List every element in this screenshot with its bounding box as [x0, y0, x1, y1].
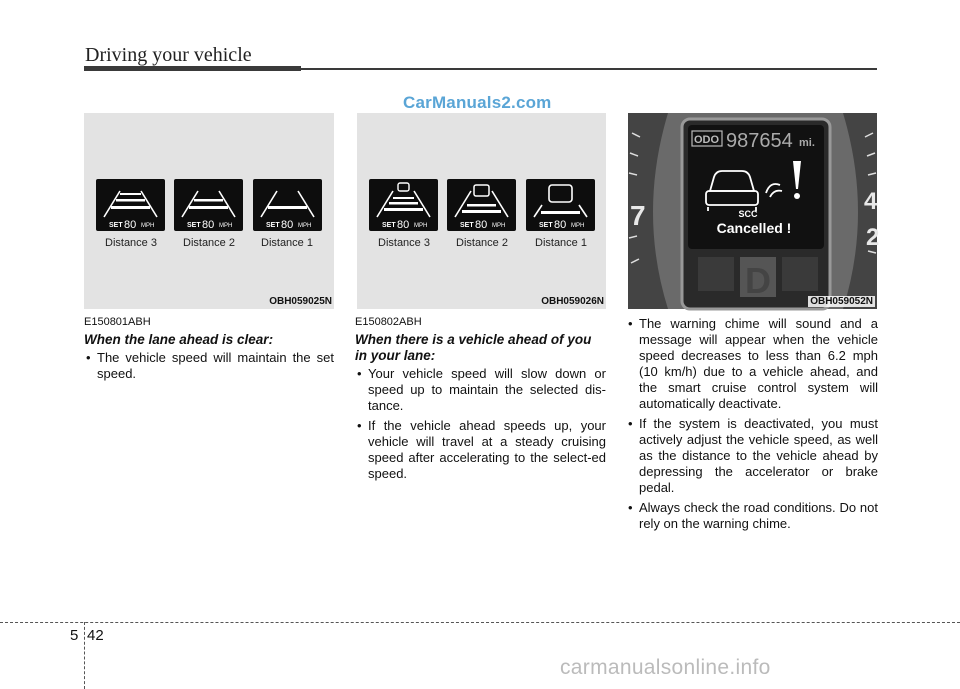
list-item: • If the system is deactivated, you must actively adjust the vehicle speed, as well as the distance to the vehicle ahead by depressing the accelerator or brake pedal.	[626, 416, 878, 496]
label-distance-3: Distance 3	[378, 237, 430, 249]
list-item: • Always check the road conditions. Do not rely on the warning chime.	[626, 500, 878, 532]
bullet-list	[626, 316, 878, 536]
figure-lane-clear	[84, 113, 334, 309]
section-heading: When there is a vehicle ahead of you in your lane:	[355, 332, 592, 363]
svg-text:MPH: MPH	[492, 223, 506, 229]
display-speed-text: 80	[124, 219, 137, 231]
car-ahead-icon	[398, 183, 409, 191]
car-ahead-icon	[474, 185, 489, 196]
figure-code: OBH059026N	[541, 296, 604, 307]
svg-text:MPH: MPH	[414, 223, 428, 229]
display-distance-3	[96, 179, 165, 231]
svg-text:SET: SET	[382, 222, 396, 229]
label-distance-2: Distance 2	[456, 237, 508, 249]
svg-text:80: 80	[475, 219, 488, 231]
odometer-value: 987654	[726, 130, 793, 152]
svg-text:MPH: MPH	[571, 223, 585, 229]
footer-watermark: carmanualsonline.info	[560, 656, 771, 679]
section-code: E150802ABH	[355, 316, 422, 328]
page-number: 42	[87, 627, 104, 644]
display-distance-1	[253, 179, 322, 231]
svg-text:80: 80	[281, 219, 294, 231]
odometer-unit: mi.	[799, 137, 815, 149]
section-code: E150801ABH	[84, 316, 151, 328]
svg-text:MPH: MPH	[298, 223, 312, 229]
dial-number-left: 7	[630, 200, 646, 231]
car-ahead-icon	[549, 185, 572, 202]
label-distance-2: Distance 2	[183, 237, 235, 249]
svg-text:SET: SET	[460, 222, 474, 229]
list-item: • Your vehicle speed will slow down or speed up to maintain the selected dis-tance.	[355, 366, 606, 414]
figure-code: OBH059052N	[810, 296, 873, 307]
svg-text:MPH: MPH	[219, 223, 233, 229]
list-item: • If the vehicle ahead speeds up, your vehicle will travel at a steady cruising speed after accelerating to the select-ed speed.	[355, 418, 606, 482]
display-unit-text: MPH	[141, 223, 155, 229]
header-rule-thick	[84, 66, 301, 71]
figure-code: OBH059025N	[269, 296, 332, 307]
svg-text:80: 80	[202, 219, 215, 231]
gear-indicator: D	[745, 260, 771, 301]
cluster-illustration	[628, 113, 880, 309]
figure-vehicle-ahead	[357, 113, 606, 309]
section-number: 5	[70, 627, 79, 644]
figure-cluster-cancelled	[628, 113, 880, 309]
dial-number-right-top: 4	[864, 188, 878, 215]
bullet-list	[355, 366, 606, 486]
label-distance-3: Distance 3	[105, 237, 157, 249]
header-rule-thin	[301, 68, 877, 70]
svg-text:80: 80	[554, 219, 567, 231]
svg-text:SET: SET	[266, 222, 280, 229]
odo-label: ODO	[694, 134, 720, 146]
label-distance-1: Distance 1	[261, 237, 313, 249]
svg-text:SET: SET	[187, 222, 201, 229]
display-set-text: SET	[109, 222, 123, 229]
display-distance-1	[526, 179, 595, 231]
label-distance-1: Distance 1	[535, 237, 587, 249]
display-distance-2	[174, 179, 243, 231]
list-item: • The warning chime will sound and a message will appear when the vehicle speed decreases to less than 6.2 mph (10 km/h) due to a vehicle ahead, and the smart cruise control system will automatically deactivate.	[626, 316, 878, 412]
display-distance-2	[447, 179, 516, 231]
svg-text:SET: SET	[539, 222, 553, 229]
list-item: • The vehicle speed will maintain the set speed.	[84, 350, 334, 382]
page-header-title: Driving your vehicle	[85, 44, 252, 66]
bullet-list	[84, 350, 334, 386]
svg-text:80: 80	[397, 219, 410, 231]
site-watermark: CarManuals2.com	[403, 93, 552, 112]
dial-number-right-bottom: 2	[866, 224, 880, 251]
section-heading: When the lane ahead is clear:	[84, 332, 274, 347]
display-distance-3	[369, 179, 438, 231]
footer-divider	[84, 622, 85, 689]
cancelled-message: Cancelled !	[716, 220, 792, 236]
footer-rule	[0, 622, 960, 623]
scc-label: SCC	[738, 209, 758, 219]
